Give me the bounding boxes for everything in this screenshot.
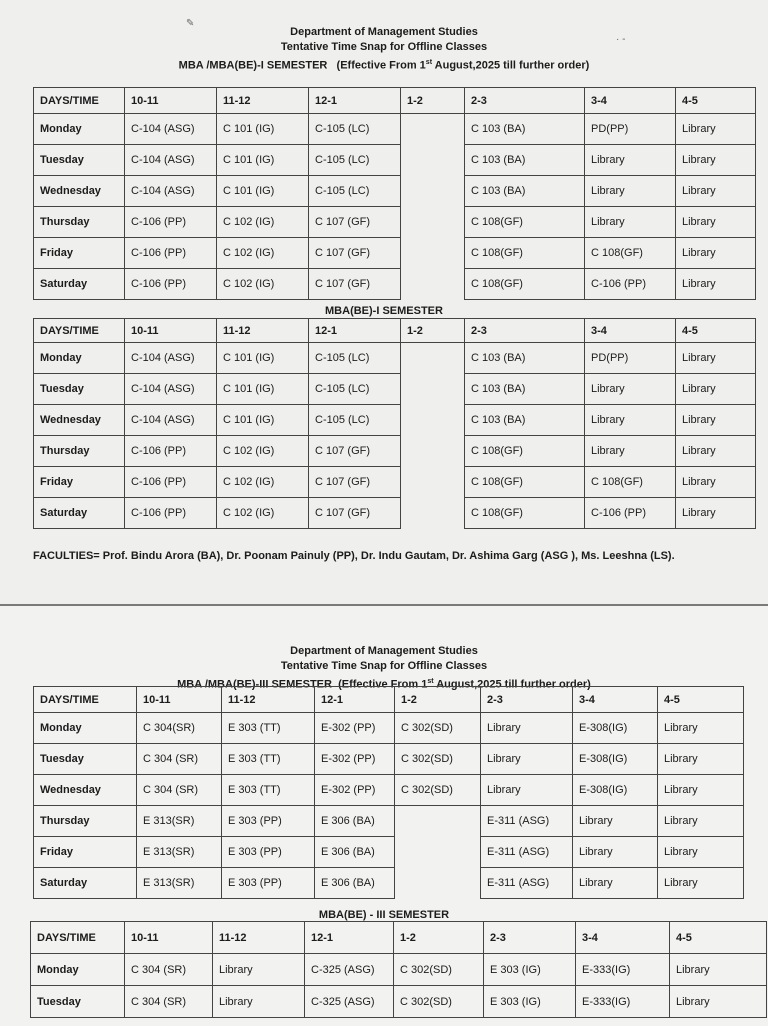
table-row xyxy=(31,954,767,986)
day-cell: Tuesday xyxy=(34,744,137,775)
class-cell xyxy=(401,238,465,269)
day-cell: Tuesday xyxy=(31,986,125,1018)
table-row xyxy=(34,343,756,374)
column-header: DAYS/TIME xyxy=(34,88,125,114)
column-header: 4-5 xyxy=(658,687,744,713)
class-cell: C 302(SD) xyxy=(395,713,481,744)
table-row xyxy=(34,868,744,899)
class-cell: E 303 (TT) xyxy=(222,775,315,806)
class-cell: C 101 (IG) xyxy=(217,114,309,145)
day-cell: Friday xyxy=(34,467,125,498)
class-cell: C-104 (ASG) xyxy=(125,176,217,207)
class-cell: E-302 (PP) xyxy=(315,713,395,744)
class-cell: E 303 (IG) xyxy=(484,954,576,986)
class-cell: C-104 (ASG) xyxy=(125,145,217,176)
table-row xyxy=(34,238,756,269)
table-row xyxy=(34,775,744,806)
day-cell: Friday xyxy=(34,837,137,868)
day-cell: Saturday xyxy=(34,498,125,529)
class-cell: C 101 (IG) xyxy=(217,176,309,207)
dept-title: Department of Management Studies xyxy=(290,645,478,657)
column-header: DAYS/TIME xyxy=(34,687,137,713)
table-row xyxy=(34,145,756,176)
class-cell: C-106 (PP) xyxy=(125,498,217,529)
table-row xyxy=(34,837,744,868)
class-cell: C-104 (ASG) xyxy=(125,405,217,436)
subtitle: Tentative Time Snap for Offline Classes xyxy=(280,660,488,672)
class-cell: Library xyxy=(658,775,744,806)
class-cell: C 101 (IG) xyxy=(217,145,309,176)
class-cell: Library xyxy=(213,954,305,986)
day-cell: Monday xyxy=(34,713,137,744)
class-cell: C-104 (ASG) xyxy=(125,114,217,145)
class-cell: C 102 (IG) xyxy=(217,269,309,300)
class-cell: C 103 (BA) xyxy=(465,343,585,374)
column-header: 3-4 xyxy=(585,319,676,343)
semester-title-4: MBA(BE) - III SEMESTER xyxy=(318,909,450,921)
class-cell: C 103 (BA) xyxy=(465,405,585,436)
column-header: 10-11 xyxy=(137,687,222,713)
class-cell: C 302(SD) xyxy=(394,986,484,1018)
class-cell: C 304 (SR) xyxy=(137,775,222,806)
class-cell: Library xyxy=(676,145,756,176)
class-cell: Library xyxy=(481,713,573,744)
dept-title: Department of Management Studies xyxy=(290,26,478,38)
column-header: 3-4 xyxy=(585,88,676,114)
class-cell: C 101 (IG) xyxy=(217,405,309,436)
class-cell xyxy=(395,806,481,837)
class-cell: E 313(SR) xyxy=(137,837,222,868)
class-cell: C-106 (PP) xyxy=(125,269,217,300)
class-cell: Library xyxy=(573,806,658,837)
class-cell: C 107 (GF) xyxy=(309,467,401,498)
table-row xyxy=(34,176,756,207)
class-cell: Library xyxy=(676,374,756,405)
class-cell: C 302(SD) xyxy=(395,775,481,806)
class-cell: C-325 (ASG) xyxy=(305,986,394,1018)
day-cell: Thursday xyxy=(34,436,125,467)
class-cell: C 107 (GF) xyxy=(309,207,401,238)
class-cell: C 304 (SR) xyxy=(137,744,222,775)
table-row xyxy=(34,405,756,436)
class-cell: Library xyxy=(573,868,658,899)
class-cell: Library xyxy=(676,405,756,436)
class-cell: Library xyxy=(676,269,756,300)
subtitle: Tentative Time Snap for Offline Classes xyxy=(280,41,488,53)
column-header: DAYS/TIME xyxy=(34,319,125,343)
class-cell: E 306 (BA) xyxy=(315,837,395,868)
column-header: 1-2 xyxy=(394,922,484,954)
class-cell: C 107 (GF) xyxy=(309,238,401,269)
table-row xyxy=(34,114,756,145)
class-cell xyxy=(401,176,465,207)
class-cell xyxy=(395,837,481,868)
timetable-2 xyxy=(33,318,756,529)
column-header: 4-5 xyxy=(676,319,756,343)
day-cell: Thursday xyxy=(34,806,137,837)
day-cell: Saturday xyxy=(34,868,137,899)
class-cell: E 303 (TT) xyxy=(222,713,315,744)
class-cell: C 107 (GF) xyxy=(309,498,401,529)
class-cell: Library xyxy=(676,114,756,145)
class-cell xyxy=(401,207,465,238)
column-header: 12-1 xyxy=(309,319,401,343)
class-cell: C 108(GF) xyxy=(465,238,585,269)
class-cell: Library xyxy=(585,145,676,176)
day-cell: Thursday xyxy=(34,207,125,238)
class-cell: Library xyxy=(585,374,676,405)
table-row xyxy=(34,467,756,498)
class-cell: PD(PP) xyxy=(585,114,676,145)
column-header: DAYS/TIME xyxy=(31,922,125,954)
class-cell: Library xyxy=(481,775,573,806)
day-cell: Tuesday xyxy=(34,145,125,176)
class-cell: E-311 (ASG) xyxy=(481,837,573,868)
column-header: 11-12 xyxy=(213,922,305,954)
class-cell: E-333(IG) xyxy=(576,986,670,1018)
class-cell: Library xyxy=(676,238,756,269)
class-cell xyxy=(395,868,481,899)
column-header: 1-2 xyxy=(401,319,465,343)
class-cell: C 108(GF) xyxy=(465,436,585,467)
class-cell: E 303 (IG) xyxy=(484,986,576,1018)
class-cell: E-302 (PP) xyxy=(315,744,395,775)
class-cell: C 304 (SR) xyxy=(125,954,213,986)
class-cell: Library xyxy=(585,207,676,238)
class-cell xyxy=(401,436,465,467)
table-row xyxy=(31,986,767,1018)
semester-title: MBA /MBA(BE)-III SEMESTER (Effective From 1st August,2025 till further order) xyxy=(177,678,591,691)
class-cell: Library xyxy=(670,986,767,1018)
class-cell xyxy=(401,405,465,436)
day-cell: Wednesday xyxy=(34,176,125,207)
day-cell: Friday xyxy=(34,238,125,269)
timetable-3 xyxy=(33,686,744,899)
class-cell: C-104 (ASG) xyxy=(125,343,217,374)
class-cell: E-308(IG) xyxy=(573,775,658,806)
class-cell: Library xyxy=(658,744,744,775)
class-cell: C-106 (PP) xyxy=(125,207,217,238)
semester-title-2: MBA(BE)-I SEMESTER xyxy=(325,305,443,317)
table-row xyxy=(34,498,756,529)
column-header: 2-3 xyxy=(465,88,585,114)
class-cell: C 108(GF) xyxy=(465,498,585,529)
class-cell: C 102 (IG) xyxy=(217,207,309,238)
class-cell: E-333(IG) xyxy=(576,954,670,986)
class-cell: Library xyxy=(213,986,305,1018)
day-cell: Wednesday xyxy=(34,775,137,806)
column-header: 10-11 xyxy=(125,922,213,954)
table-row xyxy=(34,713,744,744)
table-row xyxy=(34,374,756,405)
class-cell xyxy=(401,269,465,300)
class-cell: E 303 (PP) xyxy=(222,806,315,837)
column-header: 2-3 xyxy=(465,319,585,343)
class-cell: C 101 (IG) xyxy=(217,343,309,374)
class-cell: Library xyxy=(573,837,658,868)
class-cell xyxy=(401,374,465,405)
class-cell: C-106 (PP) xyxy=(585,498,676,529)
column-header: 11-12 xyxy=(217,88,309,114)
class-cell: E 306 (BA) xyxy=(315,868,395,899)
faculties-note: FACULTIES= Prof. Bindu Arora (BA), Dr. Poonam Painuly (PP), Dr. Indu Gautam, Dr. Ashima Garg (ASG ), Ms. Leeshna (LS). xyxy=(33,550,675,562)
column-header: 2-3 xyxy=(481,687,573,713)
class-cell: Library xyxy=(585,176,676,207)
class-cell: C 304 (SR) xyxy=(125,986,213,1018)
day-cell: Tuesday xyxy=(34,374,125,405)
class-cell: Library xyxy=(676,207,756,238)
class-cell: C 102 (IG) xyxy=(217,238,309,269)
timetable-4 xyxy=(30,921,767,1018)
class-cell: C-105 (LC) xyxy=(309,114,401,145)
column-header: 12-1 xyxy=(315,687,395,713)
class-cell: C 108(GF) xyxy=(465,269,585,300)
class-cell: C 103 (BA) xyxy=(465,374,585,405)
timetable-sheet-2 xyxy=(0,604,768,1026)
class-cell: C-105 (LC) xyxy=(309,145,401,176)
table-row xyxy=(34,269,756,300)
column-header: 1-2 xyxy=(401,88,465,114)
class-cell: C 108(GF) xyxy=(585,238,676,269)
class-cell: Library xyxy=(481,744,573,775)
class-cell: C-325 (ASG) xyxy=(305,954,394,986)
class-cell: C 103 (BA) xyxy=(465,176,585,207)
day-cell: Saturday xyxy=(34,269,125,300)
class-cell: Library xyxy=(658,713,744,744)
class-cell: Library xyxy=(658,837,744,868)
class-cell: Library xyxy=(658,868,744,899)
dot-mark: · - xyxy=(616,34,626,45)
class-cell: E-311 (ASG) xyxy=(481,868,573,899)
day-cell: Monday xyxy=(34,343,125,374)
day-cell: Monday xyxy=(31,954,125,986)
class-cell: C-106 (PP) xyxy=(125,238,217,269)
timetable-1 xyxy=(33,87,756,300)
class-cell: C-105 (LC) xyxy=(309,176,401,207)
column-header: 11-12 xyxy=(217,319,309,343)
column-header: 3-4 xyxy=(573,687,658,713)
class-cell: Library xyxy=(676,467,756,498)
class-cell: Library xyxy=(676,176,756,207)
class-cell: E 313(SR) xyxy=(137,806,222,837)
table-row xyxy=(34,207,756,238)
class-cell: E-311 (ASG) xyxy=(481,806,573,837)
sheet1-header xyxy=(0,25,768,74)
class-cell: E 303 (TT) xyxy=(222,744,315,775)
class-cell: C 101 (IG) xyxy=(217,374,309,405)
class-cell: C-106 (PP) xyxy=(125,436,217,467)
class-cell: E 313(SR) xyxy=(137,868,222,899)
column-header: 12-1 xyxy=(309,88,401,114)
class-cell: Library xyxy=(658,806,744,837)
table-row xyxy=(34,806,744,837)
semester-title: MBA /MBA(BE)-I SEMESTER (Effective From 1st August,2025 till further order) xyxy=(178,59,590,72)
column-header: 11-12 xyxy=(222,687,315,713)
class-cell: Library xyxy=(676,498,756,529)
class-cell: Library xyxy=(676,436,756,467)
class-cell: PD(PP) xyxy=(585,343,676,374)
class-cell: C 107 (GF) xyxy=(309,436,401,467)
column-header: 3-4 xyxy=(576,922,670,954)
column-header: 4-5 xyxy=(676,88,756,114)
column-header: 2-3 xyxy=(484,922,576,954)
class-cell: C 302(SD) xyxy=(395,744,481,775)
table-row xyxy=(34,436,756,467)
class-cell: C 102 (IG) xyxy=(217,498,309,529)
class-cell xyxy=(401,343,465,374)
class-cell: C-105 (LC) xyxy=(309,343,401,374)
day-cell: Wednesday xyxy=(34,405,125,436)
column-header: 12-1 xyxy=(305,922,394,954)
class-cell: C 102 (IG) xyxy=(217,467,309,498)
class-cell xyxy=(401,498,465,529)
class-cell: Library xyxy=(676,343,756,374)
class-cell: E-308(IG) xyxy=(573,744,658,775)
class-cell: Library xyxy=(585,405,676,436)
class-cell: E-308(IG) xyxy=(573,713,658,744)
class-cell: C-105 (LC) xyxy=(309,405,401,436)
class-cell: C 102 (IG) xyxy=(217,436,309,467)
column-header: 4-5 xyxy=(670,922,767,954)
day-cell: Monday xyxy=(34,114,125,145)
class-cell: E 303 (PP) xyxy=(222,868,315,899)
class-cell: C 108(GF) xyxy=(465,467,585,498)
column-header: 10-11 xyxy=(125,319,217,343)
column-header: 1-2 xyxy=(395,687,481,713)
class-cell: C 108(GF) xyxy=(585,467,676,498)
class-cell: C-105 (LC) xyxy=(309,374,401,405)
class-cell: C 107 (GF) xyxy=(309,269,401,300)
class-cell: C 304(SR) xyxy=(137,713,222,744)
class-cell: C 103 (BA) xyxy=(465,145,585,176)
class-cell: E 303 (PP) xyxy=(222,837,315,868)
class-cell xyxy=(401,145,465,176)
class-cell: C-106 (PP) xyxy=(125,467,217,498)
class-cell: E 306 (BA) xyxy=(315,806,395,837)
class-cell: Library xyxy=(585,436,676,467)
class-cell: C-104 (ASG) xyxy=(125,374,217,405)
class-cell: C 302(SD) xyxy=(394,954,484,986)
class-cell: C 103 (BA) xyxy=(465,114,585,145)
scribble-mark: ✎ xyxy=(186,18,195,29)
class-cell: C-106 (PP) xyxy=(585,269,676,300)
class-cell: E-302 (PP) xyxy=(315,775,395,806)
class-cell xyxy=(401,467,465,498)
class-cell: Library xyxy=(670,954,767,986)
class-cell: C 108(GF) xyxy=(465,207,585,238)
table-row xyxy=(34,744,744,775)
class-cell xyxy=(401,114,465,145)
column-header: 10-11 xyxy=(125,88,217,114)
